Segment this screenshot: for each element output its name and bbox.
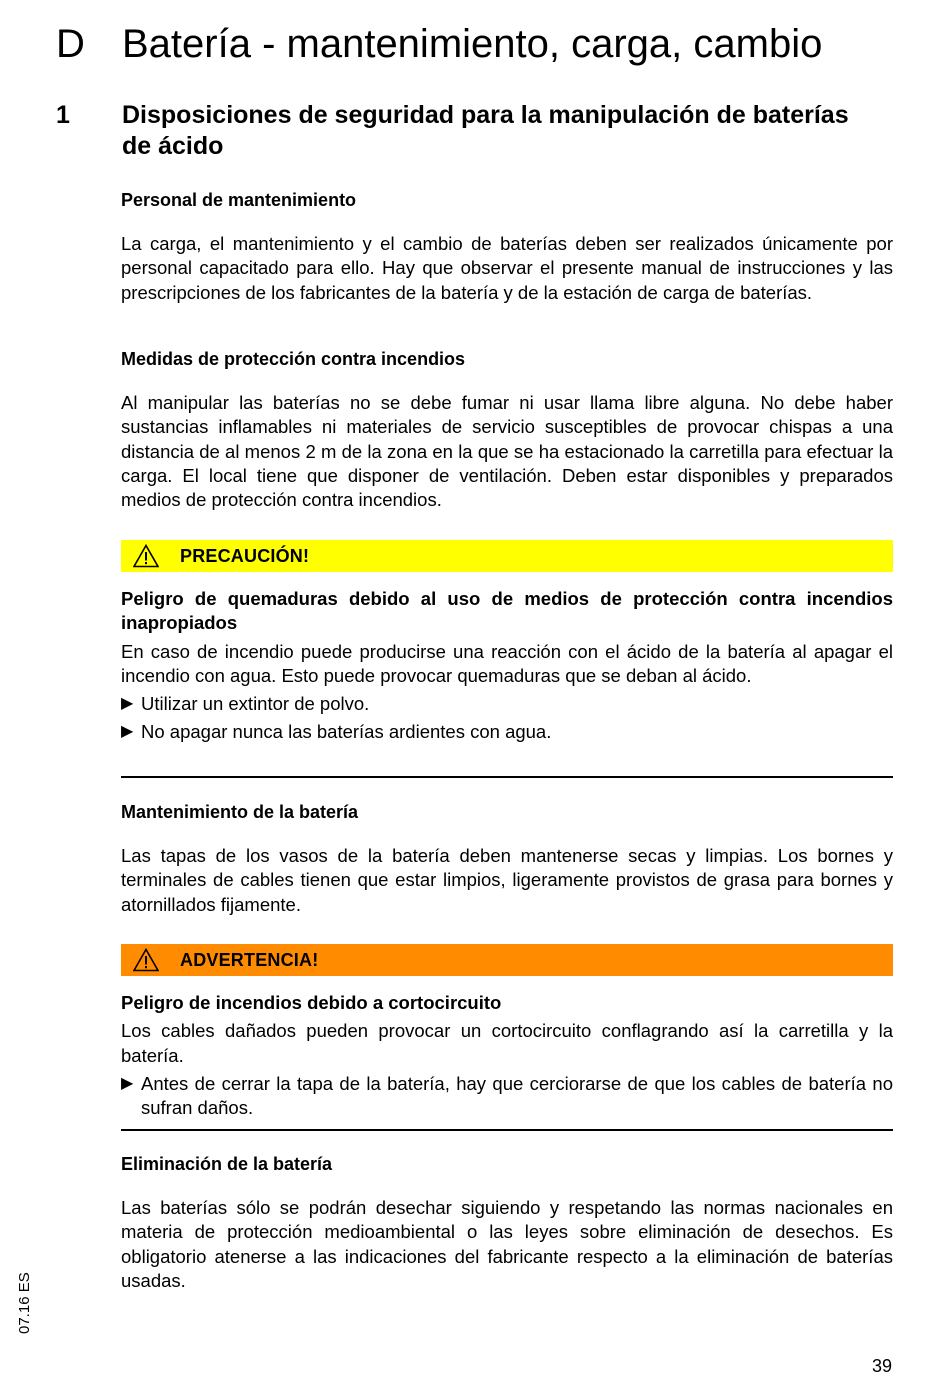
bullet-arrow-icon: ▶ <box>121 695 134 713</box>
warning-text: Los cables dañados pueden provocar un cortocircuito conflagrando así la carretilla y la batería. <box>121 1020 893 1066</box>
maintenance-text: Las tapas de los vasos de la batería deben mantenerse secas y limpias. Los bornes y terminales de cables tienen que estar limpios, ligeramente provistos de grasa para bornes y atornillados fijamente. <box>121 845 893 915</box>
maintenance-block <box>121 800 893 917</box>
bullet-arrow-icon: ▶ <box>121 1074 134 1092</box>
fire-heading: Medidas de protección contra incendios <box>121 349 466 369</box>
divider <box>121 1129 893 1131</box>
fire-block <box>121 347 893 512</box>
list-item: ▶ Utilizar un extintor de polvo. <box>121 692 893 716</box>
chapter-heading <box>56 18 916 70</box>
section-heading <box>56 100 896 162</box>
caution-text: En caso de incendio puede producirse una reacción con el ácido de la batería al apagar el incendio con agua. Esto puede provocar quemaduras que se deban al ácido. <box>121 640 893 686</box>
fire-text: Al manipular las baterías no se debe fumar ni usar llama libre alguna. No debe haber sustancias inflamables ni materiales de servicio susceptibles de provocar chispas a una distancia de al menos 2 m de la zona en la que se ha estacionado la carretilla para efectuar la carga. El local tiene que disponer de ventilación. Deben estar disponibles y preparados medios de protección contra incendios. <box>121 392 893 511</box>
divider <box>121 776 893 778</box>
warning-banner <box>121 944 893 976</box>
list-item: ▶ No apagar nunca las baterías ardientes con agua. <box>121 720 893 744</box>
personal-text: La carga, el mantenimiento y el cambio de baterías deben ser realizados únicamente por personal capacitado para ello. Hay que observar el presente manual de instrucciones y las prescripciones de los fabricantes de la batería y de la estación de carga de baterías. <box>121 233 893 303</box>
caution-banner <box>121 540 893 572</box>
personal-heading: Personal de mantenimiento <box>121 190 357 210</box>
warning-label: ADVERTENCIA! <box>180 949 319 970</box>
chapter-letter: D <box>56 22 85 66</box>
warning-triangle-icon <box>133 544 159 568</box>
bullet-arrow-icon: ▶ <box>121 723 134 741</box>
warning-title: Peligro de incendios debido a cortocircuito <box>121 992 502 1013</box>
section-title: Disposiciones de seguridad para la manipulación de baterías de ácido <box>122 101 849 160</box>
warning-block <box>121 991 893 1120</box>
disposal-block <box>121 1152 893 1293</box>
list-item: ▶ Antes de cerrar la tapa de la batería, hay que cerciorarse de que los cables de batería no sufran daños. <box>121 1072 893 1119</box>
disposal-heading: Eliminación de la batería <box>121 1154 333 1174</box>
disposal-text: Las baterías sólo se podrán desechar siguiendo y respetando las normas nacionales en materia de protección medioambiental o las leyes sobre eliminación de desechos. Es obligatorio atenerse a las indicaciones del fabricante respecto a la eliminación de baterías usadas. <box>121 1197 893 1291</box>
page-number: 39 <box>871 1356 892 1376</box>
maintenance-heading: Mantenimiento de la batería <box>121 802 359 822</box>
chapter-title: Batería - mantenimiento, carga, cambio <box>122 22 823 66</box>
document-version-code: 07.16 ES <box>16 1272 33 1334</box>
caution-block <box>121 587 893 745</box>
warning-triangle-icon <box>133 948 159 972</box>
caution-title: Peligro de quemaduras debido al uso de medios de protección contra incendios inapropiados <box>121 588 893 634</box>
personal-block <box>121 188 893 305</box>
section-number: 1 <box>56 101 70 129</box>
caution-label: PRECAUCIÓN! <box>180 545 310 566</box>
